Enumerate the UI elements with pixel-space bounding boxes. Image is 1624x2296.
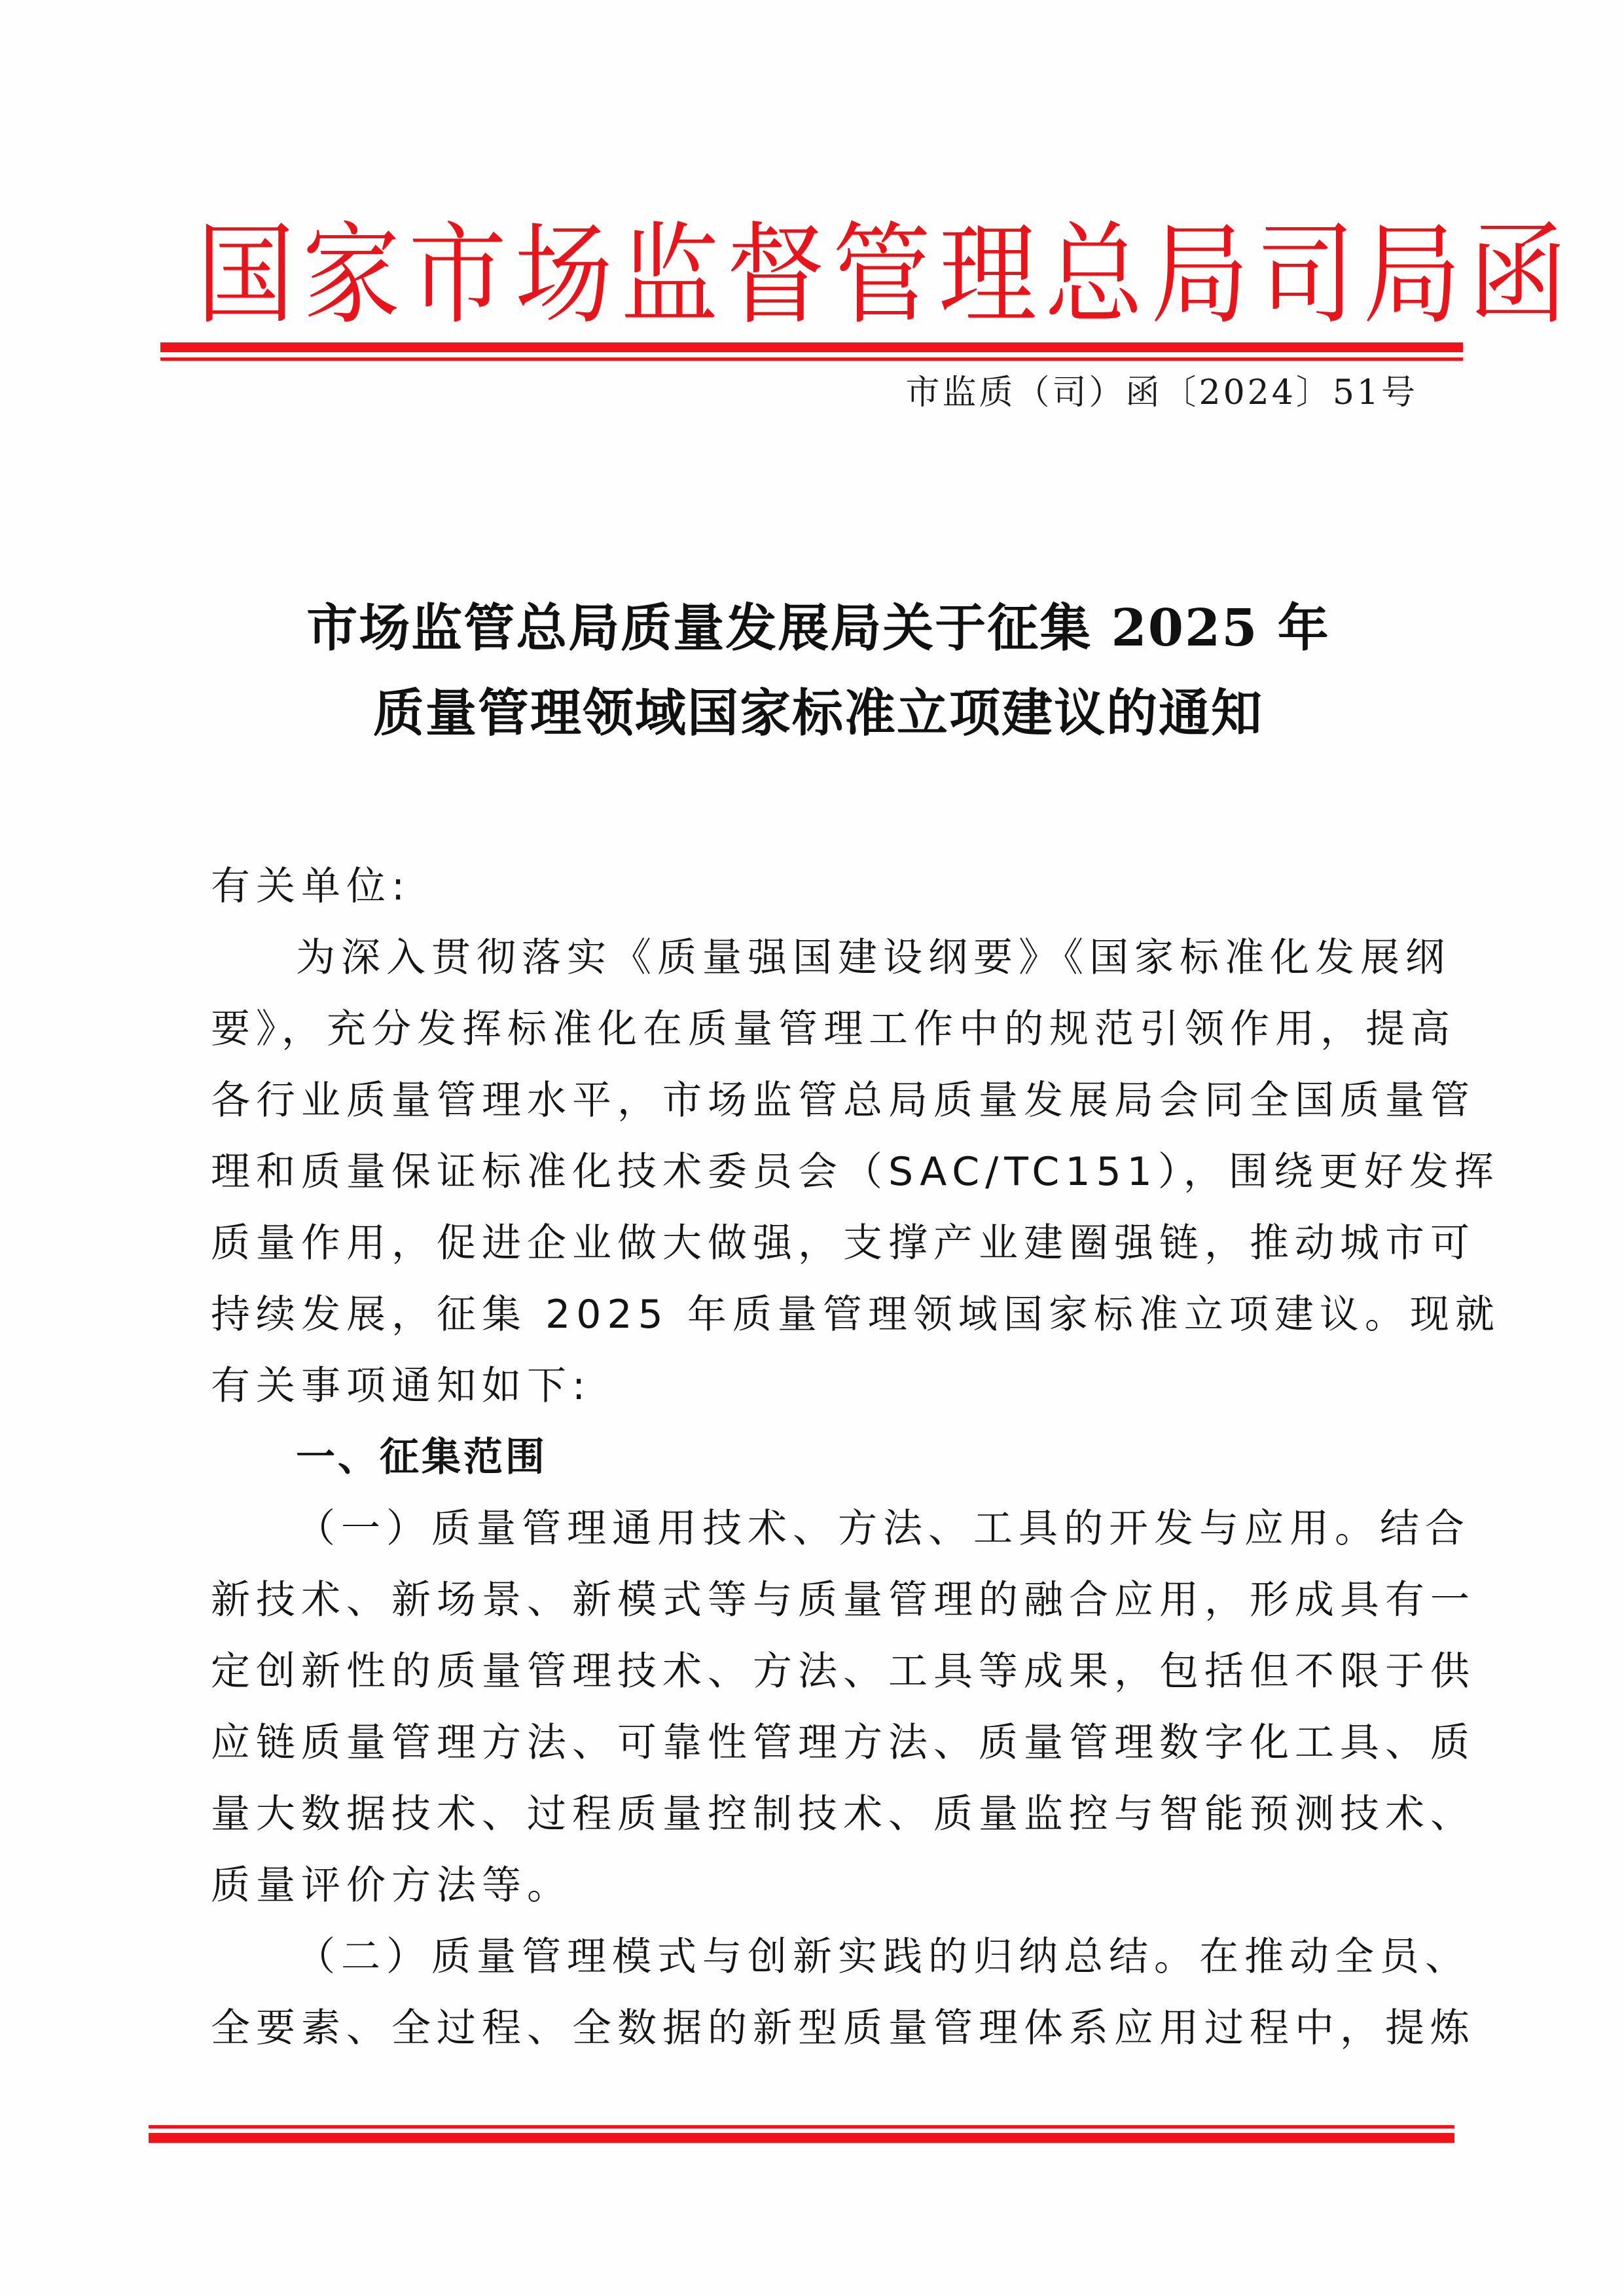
body-line: 质量作用，促进企业做大做强，支撑产业建圈强链，推动城市可: [211, 1220, 1475, 1266]
header-rule-thin: [160, 357, 1463, 361]
body-line: （一）质量管理通用技术、方法、工具的开发与应用。结合: [296, 1506, 1470, 1552]
letterhead-title: 国家市场监督管理总局司局函: [196, 211, 1576, 340]
body-line: 应链质量管理方法、可靠性管理方法、质量管理数字化工具、质: [211, 1720, 1475, 1766]
document-title-line-1: 市场监管总局质量发展局关于征集 2025 年: [306, 598, 1330, 658]
document-number: 市监质（司）函〔2024〕51号: [905, 373, 1418, 412]
header-rule-thick: [160, 342, 1463, 352]
body-line: 新技术、新场景、新模式等与质量管理的融合应用，形成具有一: [211, 1577, 1475, 1623]
body-line: 全要素、全过程、全数据的新型质量管理体系应用过程中，提炼: [211, 2005, 1475, 2051]
body-line: 量大数据技术、过程质量控制技术、质量监控与智能预测技术、: [211, 1791, 1475, 1837]
body-line: 理和质量保证标准化技术委员会（SAC/TC151），围绕更好发挥: [211, 1149, 1500, 1195]
body-line: 质量评价方法等。: [211, 1863, 572, 1908]
body-line: 要》，充分发挥标准化在质量管理工作中的规范引领作用，提高: [211, 1006, 1456, 1052]
body-line: （二）质量管理模式与创新实践的归纳总结。在推动全员、: [296, 1934, 1470, 1980]
footer-rule-thick: [149, 2133, 1454, 2143]
body-line: 为深入贯彻落实《质量强国建设纲要》《国家标准化发展纲: [296, 935, 1451, 981]
body-line: 各行业质量管理水平，市场监管总局质量发展局会同全国质量管: [211, 1078, 1475, 1123]
section-heading: 一、征集范围: [296, 1434, 547, 1480]
document-body: [211, 851, 1500, 2064]
body-line: 有关事项通知如下:: [211, 1363, 592, 1409]
body-line: 持续发展，征集 2025 年质量管理领域国家标准立项建议。现就: [211, 1292, 1500, 1338]
body-line: 定创新性的质量管理技术、方法、工具等成果，包括但不限于供: [211, 1649, 1475, 1694]
footer-rule-thin: [149, 2125, 1454, 2128]
document-title-line-2: 质量管理领域国家标准立项建议的通知: [372, 683, 1263, 743]
salutation: 有关单位:: [211, 864, 411, 909]
